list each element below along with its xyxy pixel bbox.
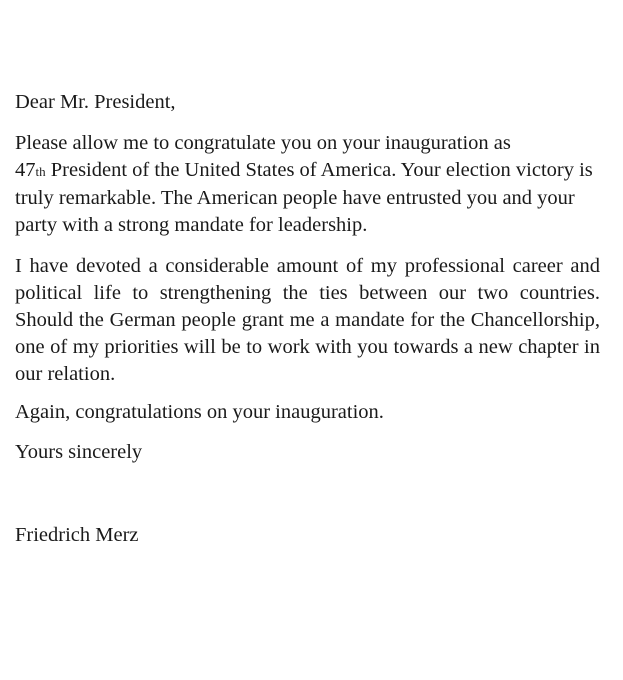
- congratulation-paragraph: [15, 130, 600, 239]
- career-paragraph: I have devoted a considerable amount of my professional career and political life to strengthening the ties between our two countries. Should the German people grant me a mandate for the Chancellorship, one of my priorities will be to work with you towards a new chapter in our relation.: [15, 255, 600, 385]
- closing-congratulation: Again, congratulations on your inauguration.: [15, 401, 384, 423]
- valediction: Yours sincerely: [15, 441, 143, 463]
- ordinal-suffix: th: [35, 164, 46, 179]
- signature-name: Friedrich Merz: [15, 524, 139, 546]
- salutation: Dear Mr. President,: [15, 91, 176, 113]
- paragraph-text-start: Please allow me to congratulate you on your inauguration as: [15, 132, 511, 154]
- letter-body: [15, 89, 600, 549]
- ordinal-number: 47: [15, 159, 36, 181]
- paragraph-text-end: President of the United States of America. Your election victory is truly remarkable. The American people have entrusted you and your party with a strong mandate for leadership.: [15, 159, 593, 236]
